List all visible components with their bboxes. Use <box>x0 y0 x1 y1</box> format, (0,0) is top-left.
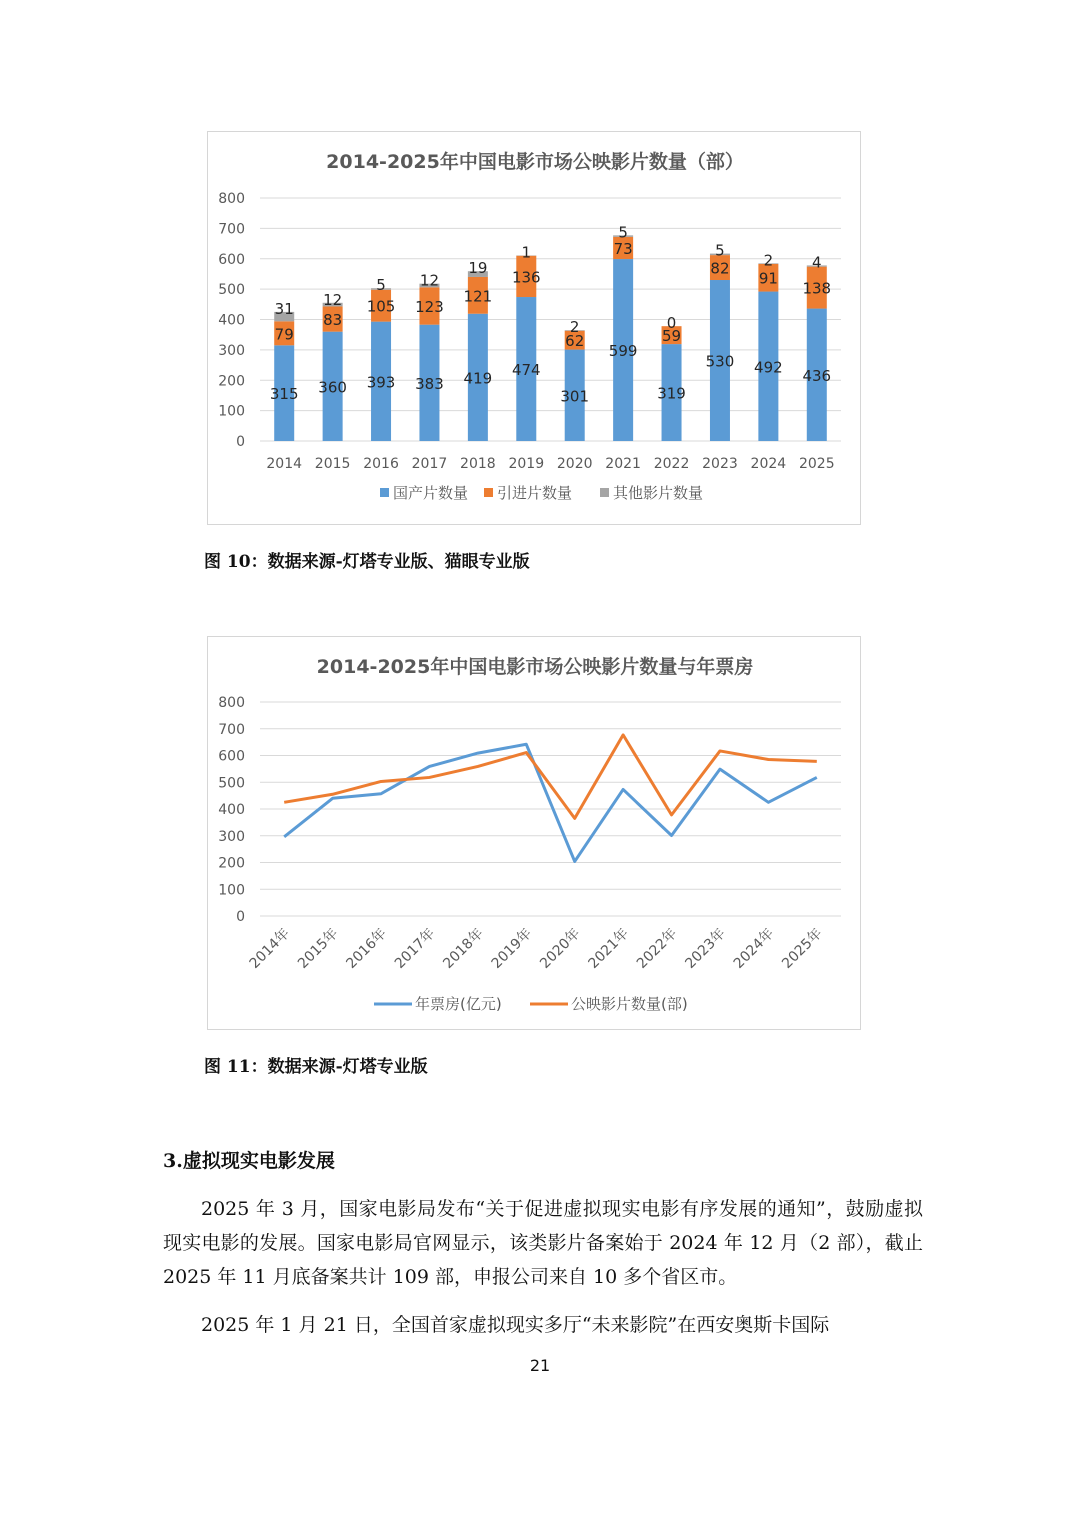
data-label: 393 <box>366 373 396 392</box>
data-label: 12 <box>419 271 440 290</box>
data-label: 123 <box>415 297 444 316</box>
y-tick-label: 700 <box>218 221 245 238</box>
data-label: 436 <box>802 366 832 385</box>
x-tick-label: 2019 <box>508 456 545 472</box>
x-tick-label: 2014 <box>266 456 303 472</box>
x-tick-label: 2016年 <box>343 925 390 972</box>
data-label: 599 <box>608 342 638 361</box>
x-tick-label: 2017 <box>411 456 448 472</box>
chart-title: 2014-2025年中国电影市场公映影片数量（部） <box>326 151 744 173</box>
data-label: 79 <box>274 325 294 344</box>
figure-11-caption: 图 11：数据来源-灯塔专业版 <box>204 1057 428 1077</box>
chart-title: 2014-2025年中国电影市场公映影片数量与年票房 <box>316 656 754 678</box>
y-tick-label: 400 <box>218 312 245 329</box>
data-label: 83 <box>323 311 343 330</box>
paragraph-2: 2025 年 1 月 21 日，全国首家虚拟现实多厅“未来影院”在西安奥斯卡国际 <box>201 1314 830 1336</box>
data-label: 12 <box>323 290 343 309</box>
y-tick-label: 300 <box>218 828 245 845</box>
y-tick-label: 100 <box>218 403 245 420</box>
page-number: 21 <box>529 1356 551 1375</box>
data-label: 530 <box>705 352 735 371</box>
y-tick-label: 600 <box>218 748 245 765</box>
x-tick-label: 2016 <box>363 456 399 472</box>
y-tick-label: 0 <box>236 909 245 925</box>
series-line <box>284 744 817 861</box>
x-tick-label: 2021 <box>605 456 641 472</box>
x-tick-label: 2017年 <box>391 925 439 972</box>
data-label: 2 <box>763 251 774 270</box>
y-tick-label: 700 <box>218 721 245 738</box>
paragraph-1: 2025 年 3 月，国家电影局发布“关于促进虚拟现实电影有序发展的通知”，鼓励虚拟现实电影的发展。国家电影局官网显示，该类影片备案始于 2024 年 12 月（2 部），截止 2025 年 11 月底备案共计 109 部，申报公司来自 10 多个省区市。 <box>163 1198 923 1288</box>
y-tick-label: 600 <box>218 251 245 268</box>
y-tick-label: 500 <box>218 775 245 792</box>
bar-chart-film-count <box>207 131 861 525</box>
y-tick-label: 800 <box>218 191 245 207</box>
data-label: 2 <box>569 318 580 337</box>
bar-chart-svg <box>208 132 862 526</box>
x-tick-label: 2018 <box>460 456 496 472</box>
data-label: 31 <box>274 299 294 318</box>
data-label: 383 <box>415 374 444 393</box>
data-label: 301 <box>560 387 590 406</box>
data-label: 419 <box>463 369 493 388</box>
x-tick-label: 2019年 <box>488 925 536 972</box>
data-label: 138 <box>802 279 832 298</box>
data-label: 5 <box>618 223 628 242</box>
section-title: 3.虚拟现实电影发展 <box>163 1150 335 1172</box>
x-tick-label: 2015年 <box>295 925 342 972</box>
y-tick-label: 200 <box>218 855 245 872</box>
x-tick-label: 2021年 <box>585 925 632 972</box>
data-label: 105 <box>366 297 396 316</box>
data-label: 360 <box>318 378 347 397</box>
data-label: 73 <box>613 239 633 258</box>
legend-swatch <box>484 488 493 497</box>
x-tick-label: 2020年 <box>537 925 584 972</box>
data-label: 91 <box>758 269 778 288</box>
data-label: 5 <box>715 241 725 260</box>
data-label: 19 <box>468 259 488 278</box>
x-tick-label: 2014年 <box>246 925 294 972</box>
legend-swatch <box>600 488 609 497</box>
x-tick-label: 2024年 <box>730 925 778 972</box>
x-tick-label: 2022年 <box>633 925 681 972</box>
x-tick-label: 2022 <box>653 456 690 472</box>
figure-10-caption: 图 10：数据来源-灯塔专业版、猫眼专业版 <box>204 552 530 572</box>
data-label: 121 <box>463 287 493 306</box>
y-tick-label: 500 <box>218 282 245 299</box>
legend-label: 引进片数量 <box>497 484 573 502</box>
data-label: 62 <box>565 332 585 351</box>
x-tick-label: 2015 <box>314 456 351 472</box>
y-tick-label: 0 <box>236 434 245 450</box>
legend-label: 年票房(亿元) <box>415 995 502 1013</box>
x-tick-label: 2023 <box>702 456 738 472</box>
data-label: 1 <box>521 243 532 262</box>
data-label: 136 <box>511 268 541 287</box>
legend-label: 国产片数量 <box>393 484 469 502</box>
line-chart-film-count-boxoffice <box>207 636 861 1030</box>
legend-label: 公映影片数量(部) <box>571 995 688 1013</box>
data-label: 82 <box>710 259 730 278</box>
data-label: 319 <box>657 384 686 403</box>
x-tick-label: 2020 <box>556 456 593 472</box>
data-label: 4 <box>812 253 822 272</box>
legend-swatch <box>380 488 389 497</box>
y-tick-label: 400 <box>218 802 245 818</box>
legend-label: 其他影片数量 <box>613 484 704 502</box>
line-chart-svg <box>208 637 862 1031</box>
data-label: 315 <box>269 385 299 404</box>
x-tick-label: 2025年 <box>779 925 826 972</box>
y-tick-label: 300 <box>218 342 245 359</box>
y-tick-label: 100 <box>218 882 245 899</box>
x-tick-label: 2025 <box>798 456 835 472</box>
x-tick-label: 2023年 <box>682 925 729 972</box>
data-label: 474 <box>511 361 541 380</box>
y-tick-label: 200 <box>218 373 245 390</box>
y-tick-label: 800 <box>218 695 245 711</box>
x-tick-label: 2024 <box>750 456 787 472</box>
x-tick-label: 2018年 <box>440 925 487 972</box>
data-label: 492 <box>754 358 783 377</box>
data-label: 59 <box>661 327 682 346</box>
data-label: 5 <box>376 276 386 295</box>
data-label: 0 <box>666 314 677 333</box>
